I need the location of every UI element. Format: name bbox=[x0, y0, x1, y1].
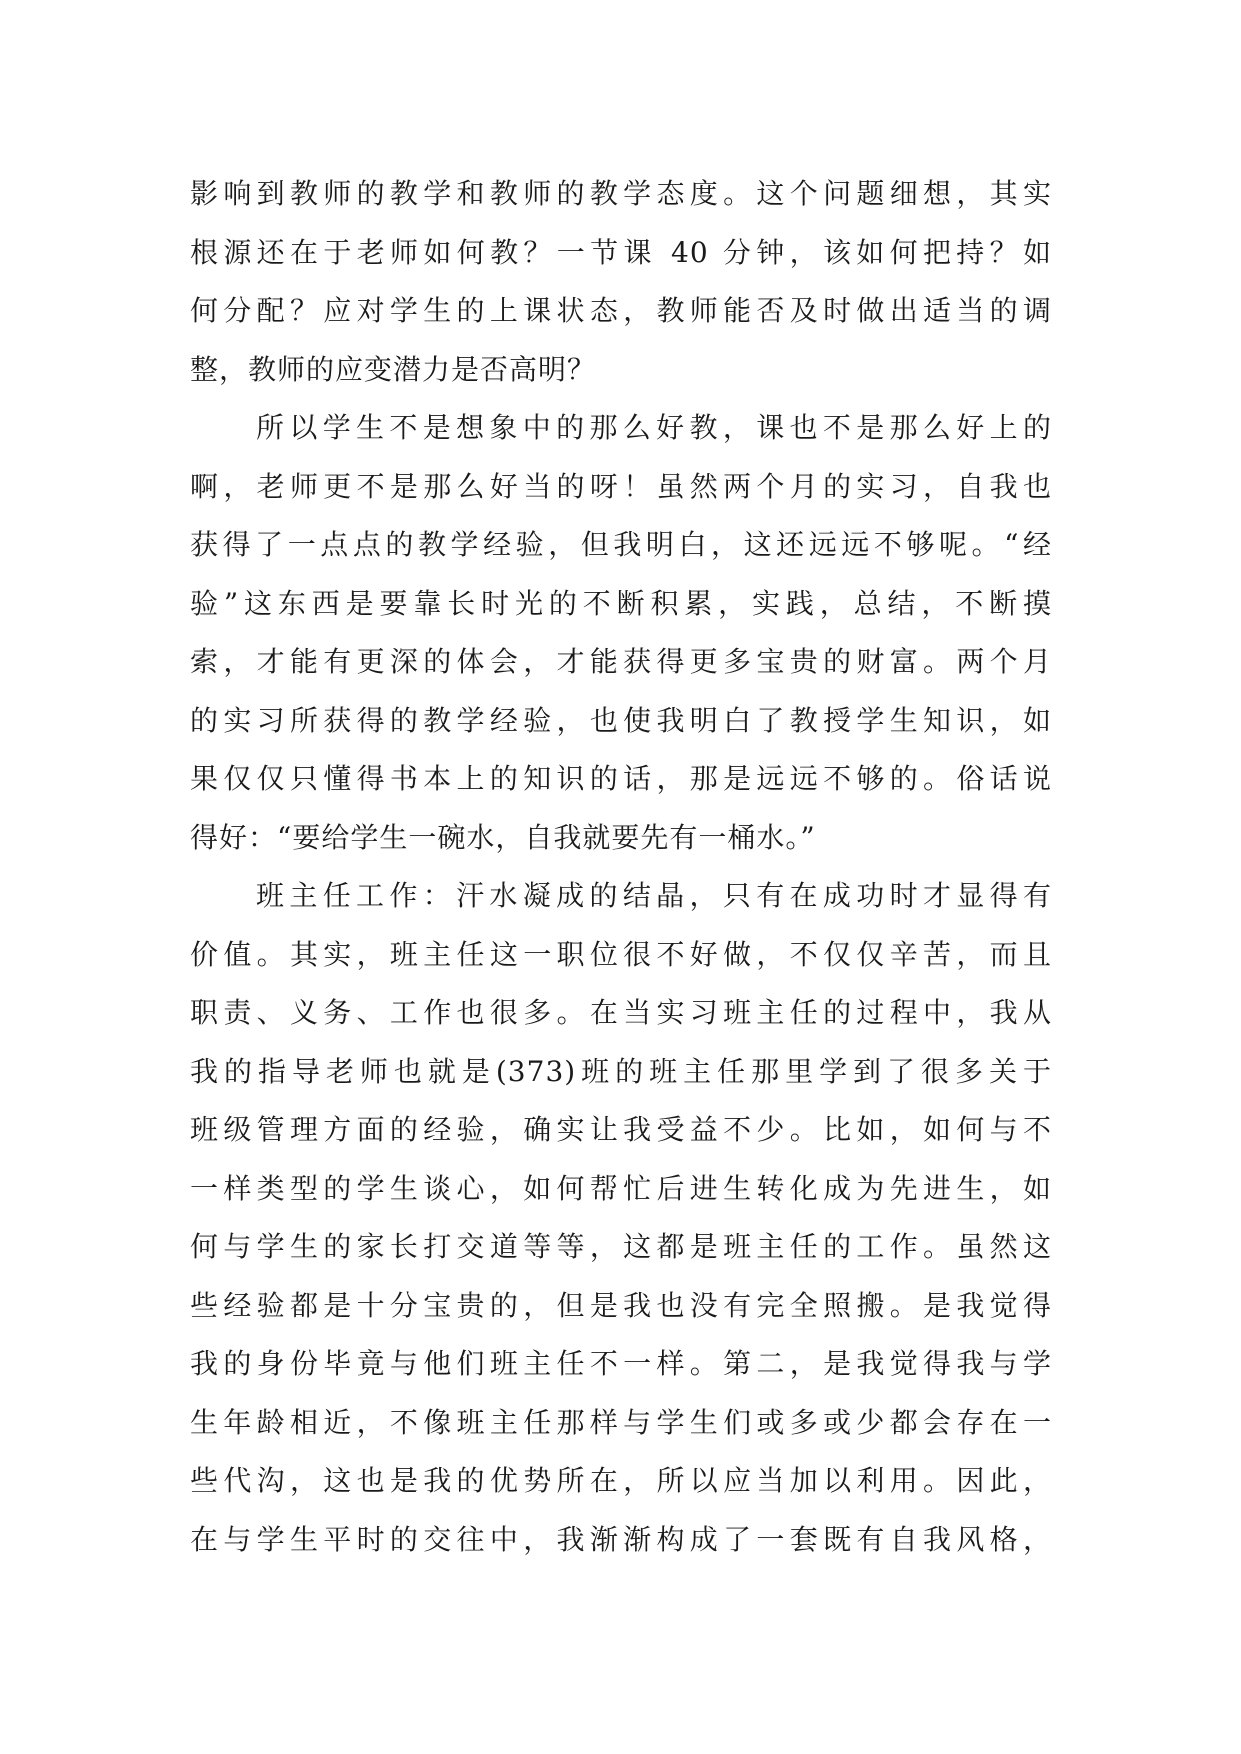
text-line: 验”这东西是要靠长时光的不断积累，实践，总结，不断摸 bbox=[190, 586, 1052, 620]
paragraph-first-line: 班主任工作：汗水凝成的结晶，只有在成功时才显得有 bbox=[256, 879, 1052, 912]
text-line: 何分配？应对学生的上课状态，教师能否及时做出适当的调 bbox=[190, 294, 1052, 327]
text-line: 得好：“要给学生一碗水，自我就要先有一桶水。” bbox=[190, 820, 816, 854]
text-line: 些代沟，这也是我的优势所在，所以应当加以利用。因此， bbox=[190, 1464, 1052, 1497]
text-line: 影响到教师的教学和教师的教学态度。这个问题细想，其实 bbox=[190, 177, 1052, 210]
text-line: 索，才能有更深的体会，才能获得更多宝贵的财富。两个月 bbox=[190, 645, 1052, 678]
text-line: 我的指导老师也就是(373)班的班主任那里学到了很多关于 bbox=[190, 1054, 1052, 1088]
text-line: 一样类型的学生谈心，如何帮忙后进生转化成为先进生，如 bbox=[190, 1171, 1052, 1205]
text-line: 获得了一点点的教学经验，但我明白，这还远远不够呢。“经 bbox=[190, 528, 1052, 561]
body-text bbox=[190, 165, 1052, 1569]
text-line: 啊，老师更不是那么好当的呀！虽然两个月的实习，自我也 bbox=[190, 469, 1052, 503]
text-line: 根源还在于老师如何教？一节课 40 分钟，该如何把持？如 bbox=[190, 235, 1052, 269]
text-line: 果仅仅只懂得书本上的知识的话，那是远远不够的。俗话说 bbox=[190, 762, 1052, 795]
text-line: 些经验都是十分宝贵的，但是我也没有完全照搬。是我觉得 bbox=[190, 1288, 1052, 1322]
text-line: 价值。其实，班主任这一职位很不好做，不仅仅辛苦，而且 bbox=[190, 937, 1052, 971]
paragraph-first-line: 所以学生不是想象中的那么好教，课也不是那么好上的 bbox=[256, 411, 1052, 444]
text-line: 何与学生的家长打交道等等，这都是班主任的工作。虽然这 bbox=[190, 1230, 1052, 1263]
text-line: 整，教师的应变潜力是否高明？ bbox=[190, 352, 597, 386]
text-line: 生年龄相近，不像班主任那样与学生们或多或少都会存在一 bbox=[190, 1405, 1052, 1439]
text-line: 职责、义务、工作也很多。在当实习班主任的过程中，我从 bbox=[190, 996, 1052, 1029]
text-line: 班级管理方面的经验，确实让我受益不少。比如，如何与不 bbox=[190, 1113, 1052, 1146]
text-line: 我的身份毕竟与他们班主任不一样。第二，是我觉得我与学 bbox=[190, 1347, 1052, 1380]
text-line: 的实习所获得的教学经验，也使我明白了教授学生知识，如 bbox=[190, 703, 1052, 737]
text-line: 在与学生平时的交往中，我渐渐构成了一套既有自我风格， bbox=[190, 1522, 1052, 1556]
